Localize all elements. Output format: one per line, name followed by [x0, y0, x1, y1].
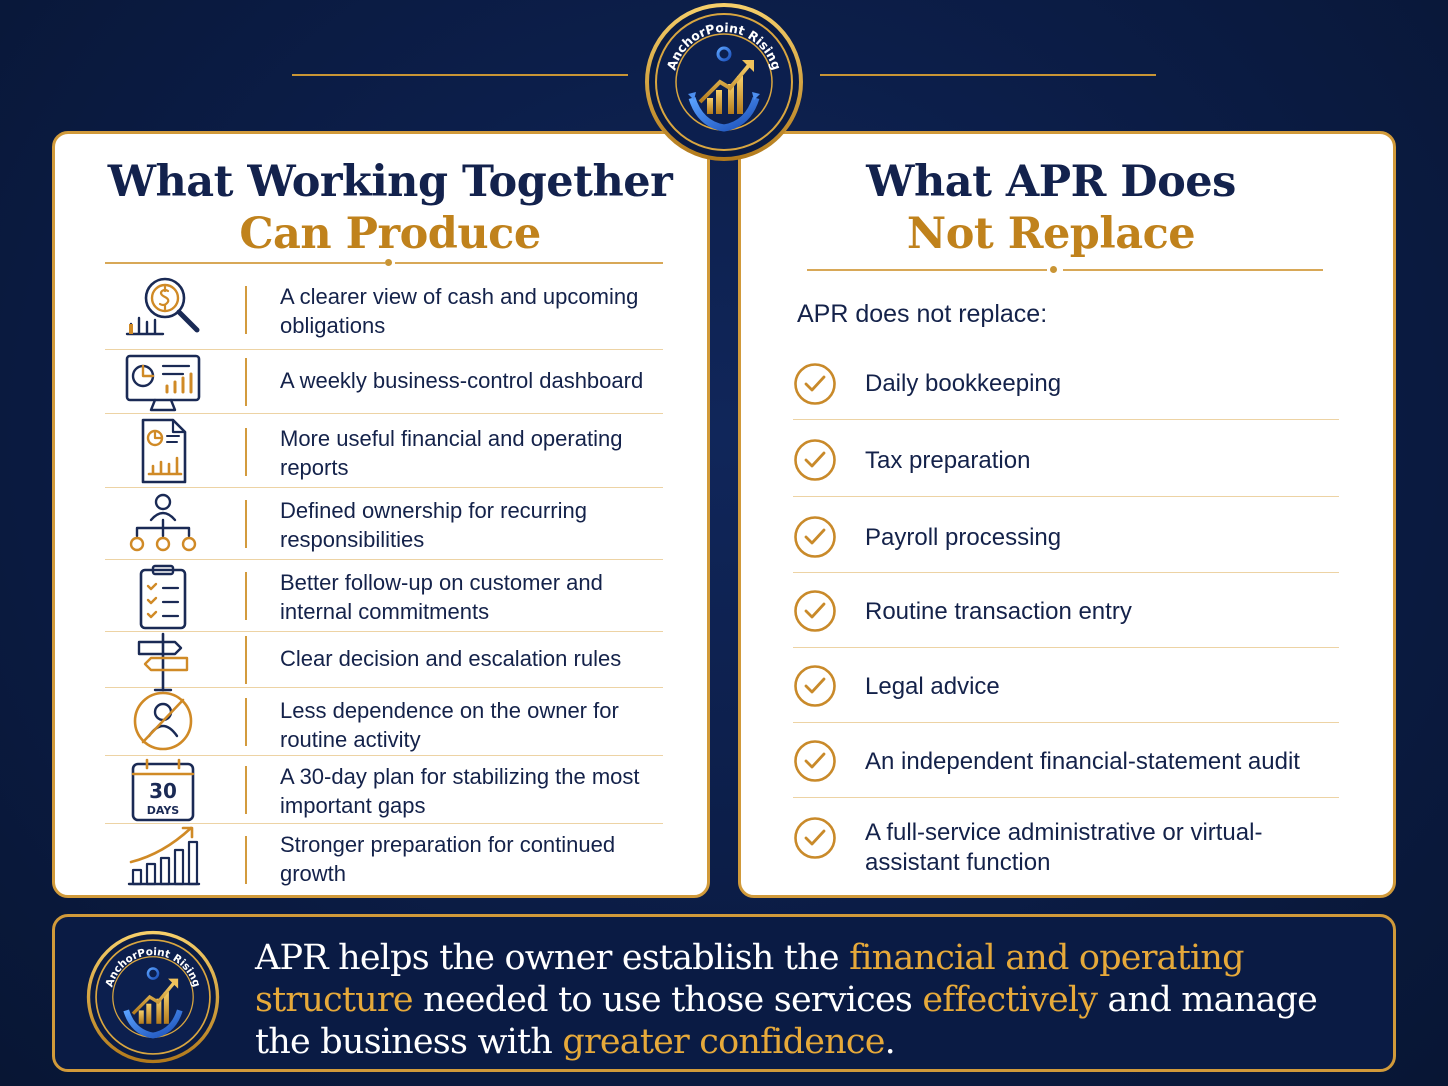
title-divider-left — [807, 269, 1047, 271]
row-separator — [245, 572, 247, 620]
top-divider-right — [820, 74, 1156, 76]
exclusion-item — [793, 420, 1339, 497]
benefits-card — [52, 131, 710, 898]
benefit-item — [105, 414, 663, 488]
row-separator — [245, 766, 247, 814]
exclusions-intro: APR does not replace: — [797, 300, 1048, 328]
check-circle-icon — [793, 664, 837, 708]
clipboard-checklist-icon — [123, 564, 203, 630]
row-separator — [245, 286, 247, 334]
exclusion-text: Legal advice — [865, 673, 1000, 700]
no-owner-icon — [123, 688, 203, 754]
check-circle-icon — [793, 515, 837, 559]
benefit-item — [105, 560, 663, 632]
title-divider-dot — [1050, 266, 1057, 273]
benefit-text: A 30-day plan for stabilizing the most important gaps — [280, 764, 640, 818]
row-separator — [245, 500, 247, 548]
exclusions-card — [738, 131, 1396, 898]
check-circle-icon — [793, 438, 837, 482]
anchorpoint-logo-small — [86, 930, 220, 1064]
row-separator — [245, 836, 247, 884]
benefit-text: Clear decision and escalation rules — [280, 646, 622, 671]
signpost-icon — [123, 628, 203, 694]
check-circle-icon — [793, 739, 837, 783]
logo-text: AnchorPoint Rising — [663, 19, 785, 72]
dashboard-monitor-icon — [123, 350, 203, 416]
calendar-number: 30 — [149, 779, 177, 803]
exclusion-item — [793, 723, 1339, 798]
calendar-30-days-icon — [123, 758, 203, 824]
benefit-text: A weekly business-control dashboard — [280, 368, 644, 393]
highlight-structure: financial and operating structure — [255, 938, 1244, 1020]
exclusion-text: A full-service administrative or virtual-assistant function — [865, 819, 1263, 876]
benefit-text: Defined ownership for recurring responsibilities — [280, 498, 587, 552]
benefit-item — [105, 824, 663, 894]
exclusion-item — [793, 648, 1339, 723]
exclusion-text: Routine transaction entry — [865, 598, 1132, 625]
check-circle-icon — [793, 816, 837, 860]
summary-banner — [52, 914, 1396, 1072]
title-divider-right — [1063, 269, 1323, 271]
top-divider-left — [292, 74, 628, 76]
benefit-text: Less dependence on the owner for routine activity — [280, 698, 619, 752]
benefits-title-line1: What Working Together — [107, 157, 673, 207]
benefit-text: More useful financial and operating reports — [280, 426, 623, 480]
row-separator — [245, 698, 247, 746]
row-separator — [245, 428, 247, 476]
exclusions-title-line2: Not Replace — [906, 209, 1196, 259]
exclusion-text: Payroll processing — [865, 524, 1062, 551]
anchorpoint-logo — [644, 2, 804, 162]
exclusion-item — [793, 798, 1339, 890]
benefit-item — [105, 350, 663, 414]
exclusion-text: An independent financial-statement audit — [865, 748, 1300, 775]
highlight-effectively: effectively — [922, 980, 1098, 1020]
exclusion-text: Tax preparation — [865, 447, 1031, 474]
check-circle-icon — [793, 589, 837, 633]
benefit-text: A clearer view of cash and upcoming obligations — [280, 284, 639, 338]
benefits-title — [55, 156, 725, 260]
cash-search-icon — [123, 274, 203, 340]
exclusion-item — [793, 497, 1339, 573]
calendar-label: DAYS — [146, 804, 180, 817]
exclusions-title-line1: What APR Does — [866, 157, 1236, 207]
report-document-icon — [123, 418, 203, 484]
summary-text: APR helps the owner establish the financial and operating structure needed to use those services effectively and manage the business with greater confidence. — [255, 938, 1318, 1062]
benefit-item — [105, 756, 663, 824]
row-separator — [245, 358, 247, 406]
benefit-text: Better follow-up on customer and internal commitments — [280, 570, 603, 624]
benefit-item — [105, 264, 663, 350]
exclusions-title — [741, 156, 1361, 260]
benefit-item — [105, 688, 663, 756]
benefit-item — [105, 632, 663, 688]
row-separator — [245, 636, 247, 684]
logo-text: AnchorPoint Rising — [103, 946, 203, 989]
benefits-title-line2: Can Produce — [239, 209, 541, 259]
check-circle-icon — [793, 362, 837, 406]
benefit-text: Stronger preparation for continued growth — [280, 832, 616, 886]
exclusion-item — [793, 344, 1339, 420]
growth-chart-icon — [123, 824, 203, 890]
highlight-confidence: greater confidence — [562, 1022, 885, 1062]
exclusion-text: Daily bookkeeping — [865, 370, 1062, 397]
benefit-item — [105, 488, 663, 560]
org-chart-icon — [123, 492, 203, 558]
exclusion-item — [793, 573, 1339, 648]
